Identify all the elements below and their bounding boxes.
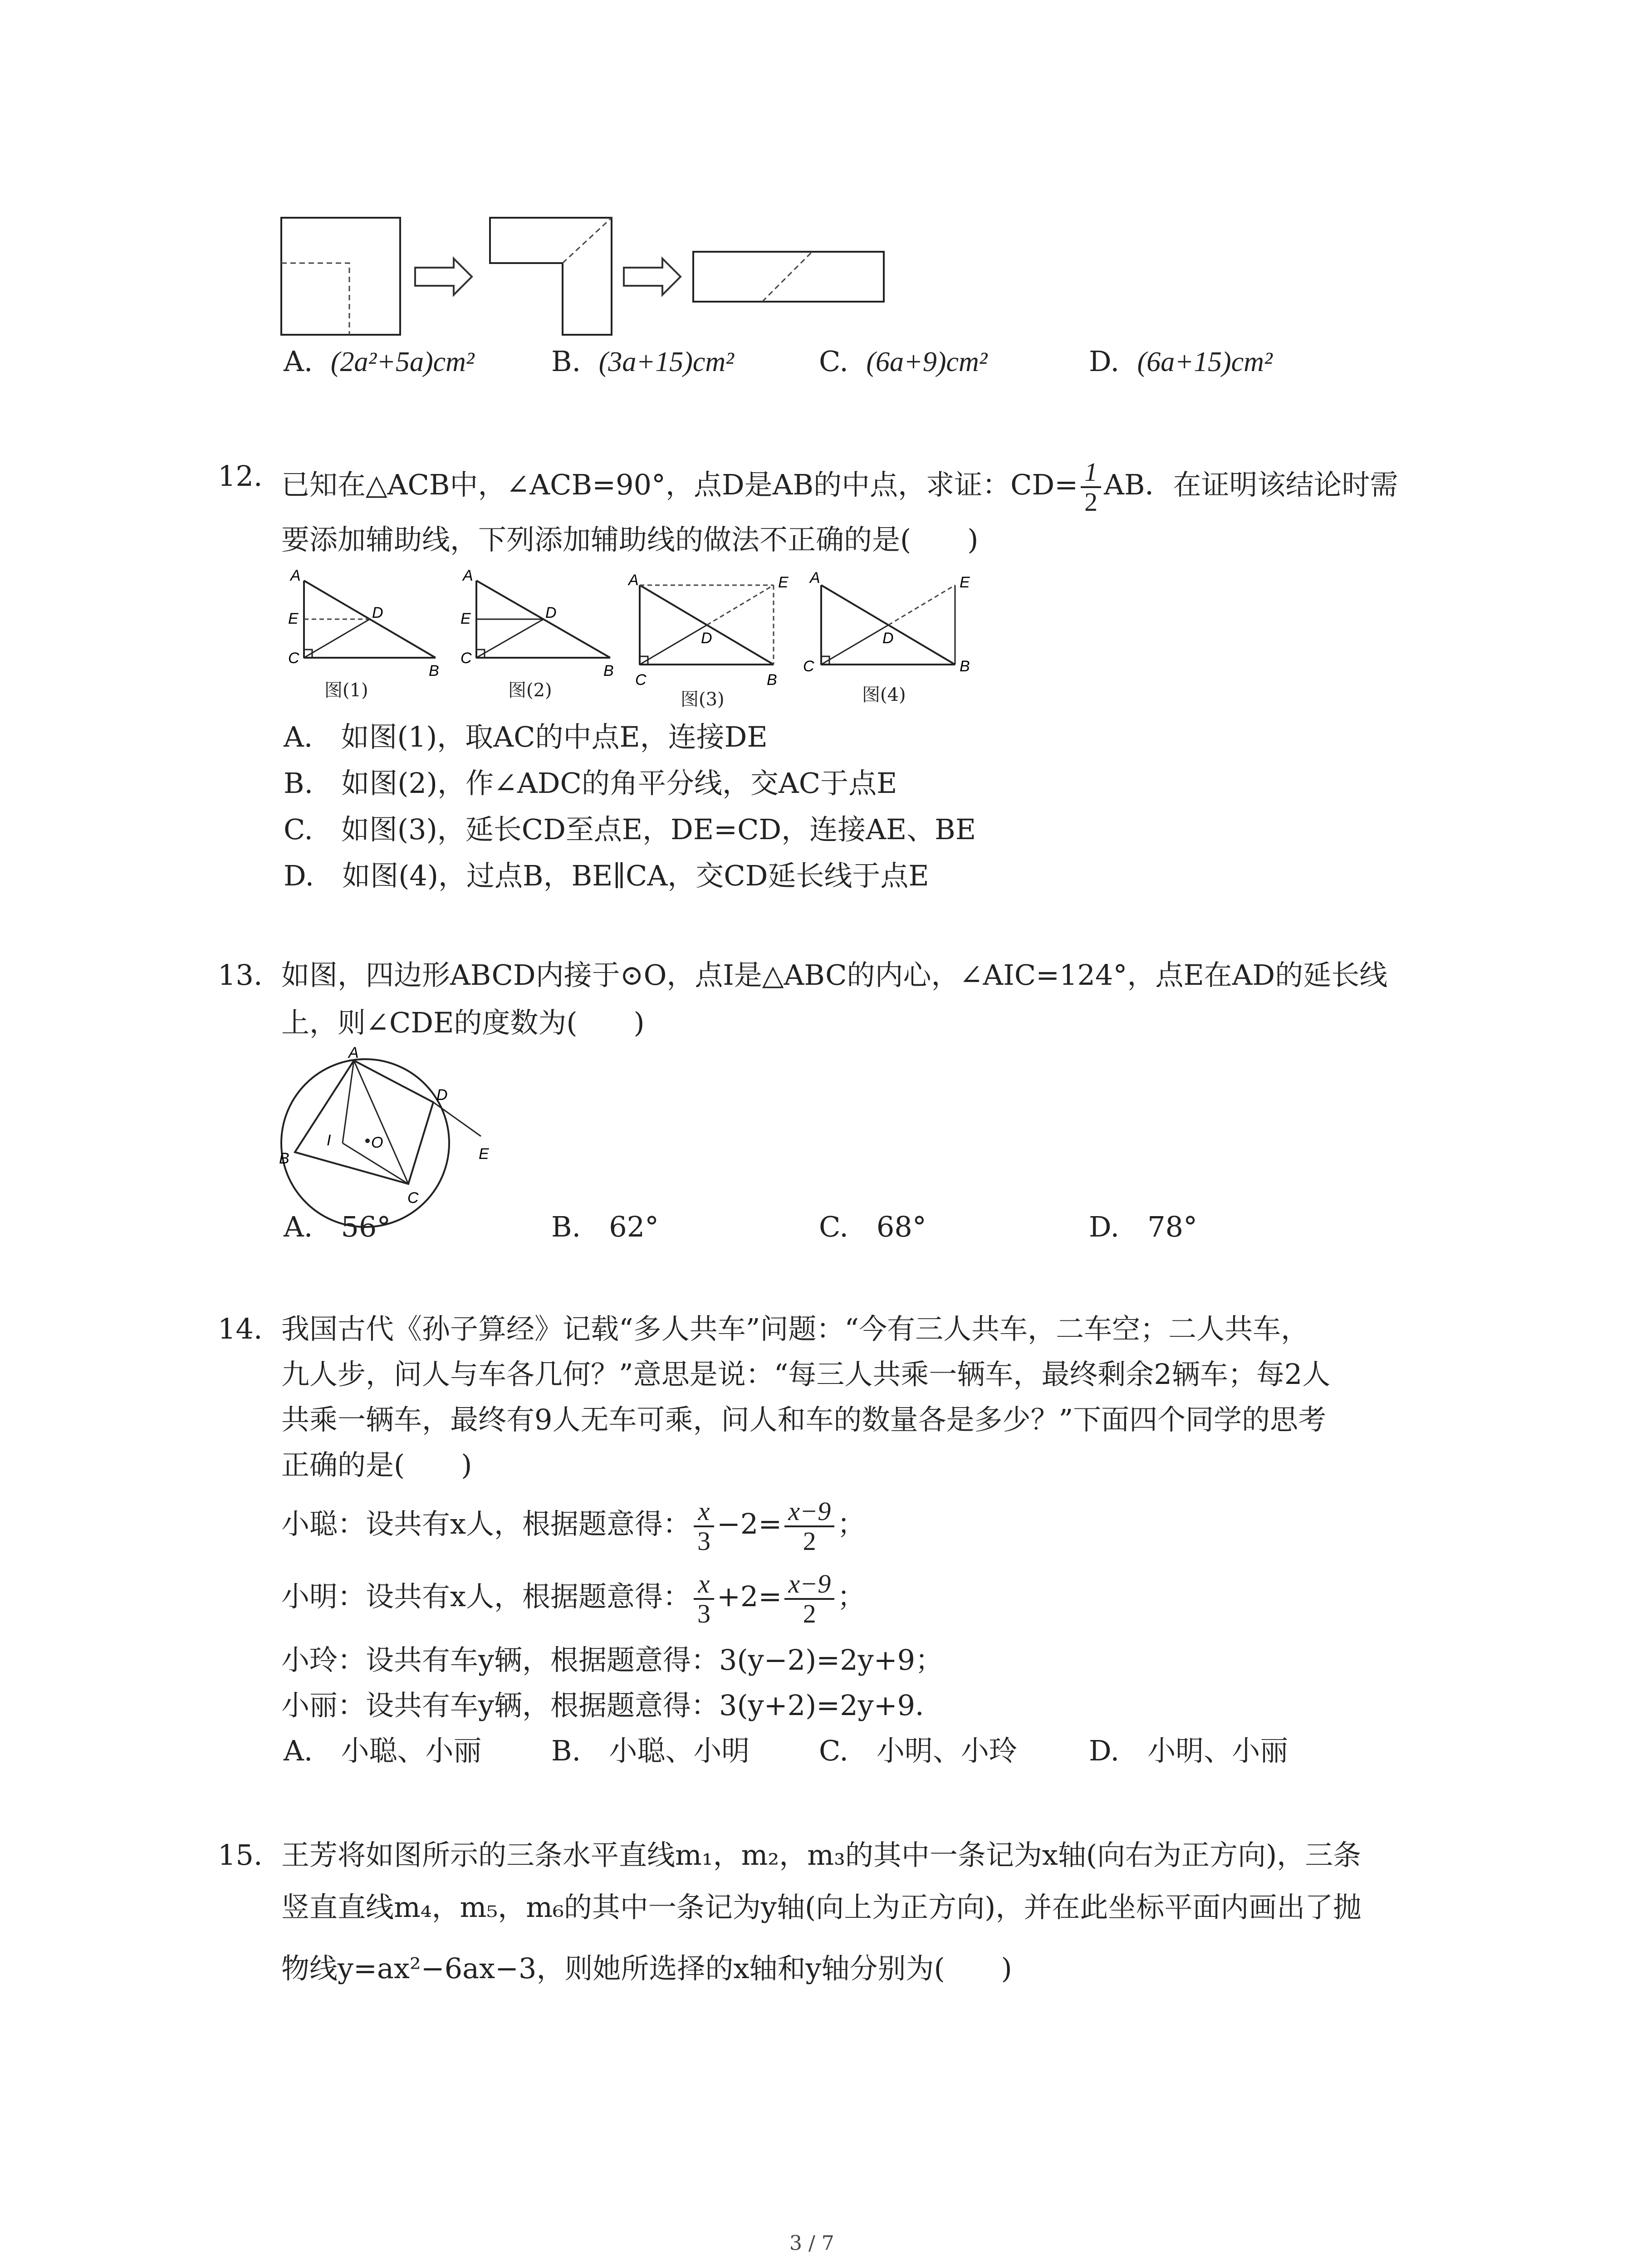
q14-number: 14. [218,1312,263,1345]
q15-line2: 竖直直线m₄，m₅，m₆的其中一条记为y轴(向上为正方向)，并在此坐标平面内画出了抛 [281,1891,1362,1924]
q12-line2: 要添加辅助线，下列添加辅助线的做法不正确的是( ) [281,523,979,556]
svg-text:C: C [803,658,814,675]
q12-fraction: $\frac{1}{2}$ [1081,458,1101,516]
svg-text:B: B [603,662,614,679]
svg-text:E: E [479,1145,489,1163]
q14-line2: 九人步，问人与车各几何？”意思是说：“每三人共乘一辆车，最终剩余2辆车；每2人 [281,1358,1331,1391]
q12-option-d: D. 如图(4)，过点B，BE∥CA，交CD延长线于点E [284,859,929,892]
q14-line3: 共乘一辆车，最终有9人无车可乘，问人和车的数量各是多少？”下面四个同学的思考 [281,1403,1327,1436]
q11-folding-figure [272,209,907,345]
q12-option-a: A. 如图(1)，取AC的中点E，连接DE [284,720,768,753]
svg-text:I: I [327,1132,331,1149]
svg-text:E: E [288,610,299,627]
page-number: 3 / 7 [789,2232,834,2255]
q14-xiaocong: 小聪：设共有x人，根据题意得： $\frac{x}{3}$ −2= $\frac{x-9}{2}$ ； [281,1496,866,1556]
svg-text:B: B [960,658,970,675]
q13-option-c: C. 68° [819,1210,926,1243]
q11-option-d: D. (6a+15)cm² [1089,345,1273,378]
svg-text:D: D [545,604,557,621]
q13-line2: 上，则∠CDE的度数为( ) [281,1006,645,1039]
q13-number: 13. [218,958,263,992]
q12-caption-3: 图(3) [681,689,725,710]
svg-text:A: A [810,569,820,587]
q14-xiaoming: 小明：设共有x人，根据题意得： $\frac{x}{3}$ +2= $\frac{x-9}{2}$ ； [281,1569,866,1628]
svg-text:C: C [460,650,472,667]
svg-text:A: A [628,572,639,589]
q12-figure-2 [460,567,614,679]
q12-option-b: B. 如图(2)，作∠ADC的角平分线，交AC于点E [284,767,897,800]
q13-option-a: A. 56° [284,1210,391,1243]
q12-caption-4: 图(4) [862,684,906,705]
q12-figure-3 [627,572,789,689]
svg-text:D: D [701,630,712,647]
q14-option-c: C. 小明、小玲 [819,1734,1017,1767]
svg-text:O: O [371,1134,383,1151]
q14-option-b: B. 小聪、小明 [551,1734,750,1767]
q13-option-b: B. 62° [551,1210,659,1243]
q12-figure-1 [288,567,439,679]
svg-text:C: C [635,671,647,689]
svg-text:C: C [288,650,299,667]
svg-text:A: A [463,567,473,584]
q14-line4: 正确的是( ) [281,1448,472,1481]
svg-text:E: E [778,574,789,591]
q12-caption-2: 图(2) [508,680,552,701]
q15-number: 15. [218,1838,263,1872]
q15-line1: 王芳将如图所示的三条水平直线m₁，m₂，m₃的其中一条记为x轴(向右为正方向)，三条 [281,1838,1362,1872]
q14-option-d: D. 小明、小丽 [1089,1734,1288,1767]
svg-text:A: A [348,1044,359,1061]
q14-line1: 我国古代《孙子算经》记载“多人共车”问题：“今有三人共车，二车空；二人共车， [281,1312,1309,1345]
svg-text:D: D [372,604,383,621]
svg-text:B: B [767,671,777,689]
q14-xiaoli: 小丽：设共有车y辆，根据题意得：3(y+2)=2y+9． [281,1689,944,1722]
q12-number: 12. [218,459,263,493]
svg-text:B: B [429,662,439,679]
q12-figure-4 [803,569,970,675]
q11-option-c: C. (6a+9)cm² [819,345,988,378]
svg-text:E: E [960,574,970,591]
q14-option-a: A. 小聪、小丽 [284,1734,482,1767]
q13-option-d: D. 78° [1089,1210,1198,1243]
svg-text:C: C [407,1189,419,1207]
q13-line1: 如图，四边形ABCD内接于⊙O，点I是△ABC的内心，∠AIC=124°，点E在AD的延长线 [281,958,1388,992]
svg-text:D: D [436,1086,448,1104]
svg-text:E: E [460,610,471,627]
svg-text:B: B [279,1150,289,1167]
q11-option-b: B. (3a+15)cm² [551,345,734,378]
q14-xiaoling: 小玲：设共有车y辆，根据题意得：3(y−2)=2y+9； [281,1643,944,1677]
q12-option-c: C. 如图(3)，延长CD至点E，DE=CD，连接AE、BE [284,813,976,846]
svg-text:D: D [882,630,894,647]
svg-text:A: A [290,567,301,584]
q12-line1: 已知在△ACB中，∠ACB=90°，点D是AB的中点，求证：CD= $\frac{1}{2}$ AB．在证明该结论时需 [281,457,1398,517]
q15-line3: 物线y=ax²−6ax−3，则她所选择的x轴和y轴分别为( ) [281,1952,1012,1985]
q12-caption-1: 图(1) [324,680,368,701]
q11-option-a: A. (2a²+5a)cm² [284,345,475,378]
